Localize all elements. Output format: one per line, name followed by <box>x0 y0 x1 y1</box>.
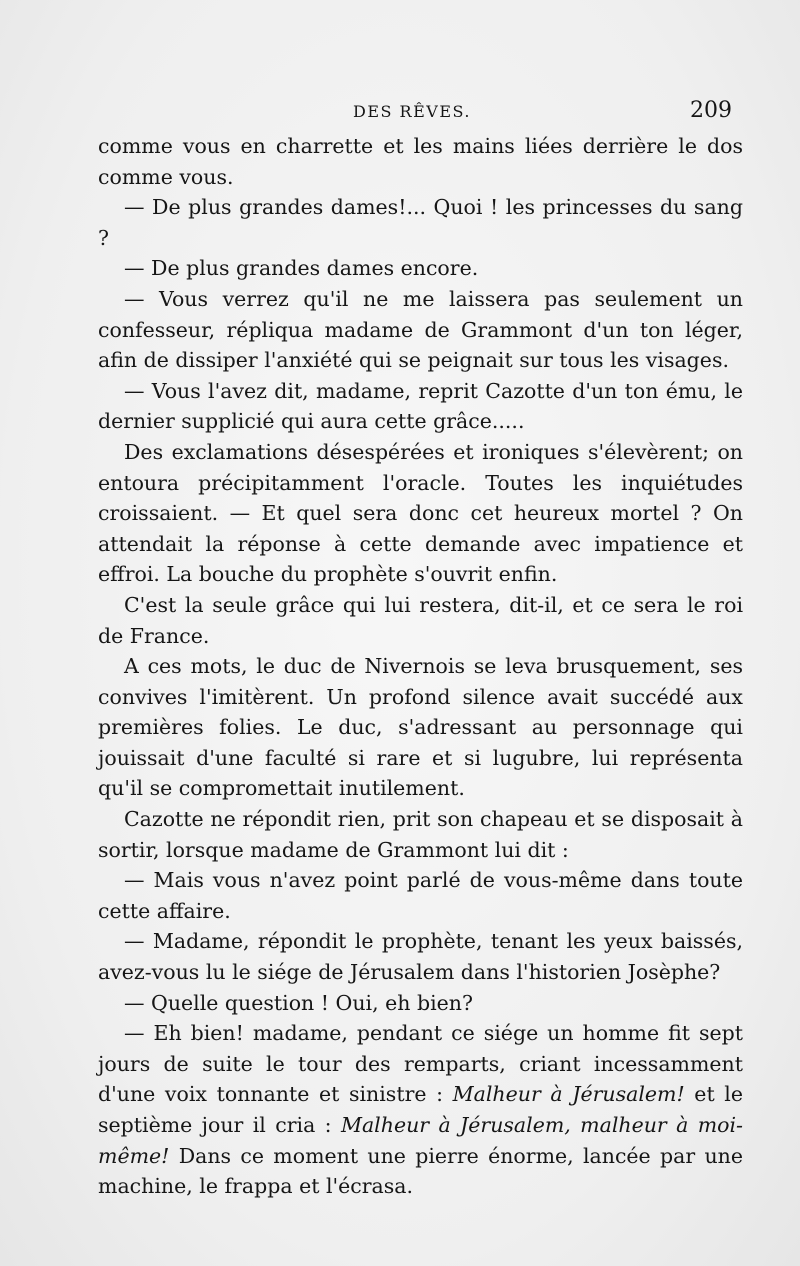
paragraph-continuation: comme vous en charrette et les mains liées derrière le dos comme vous. <box>98 134 743 189</box>
body-text <box>98 131 743 1202</box>
paragraph-narrative: Cazotte ne répondit rien, prit son chapeau et se disposait à sortir, lorsque madame de Grammont lui dit : <box>98 807 743 862</box>
paragraph-narrative: C'est la seule grâce qui lui restera, dit-il, et ce sera le roi de France. <box>98 592 743 648</box>
paragraph-dialogue: — Mais vous n'avez point parlé de vous-même dans toute cette affaire. <box>98 868 743 923</box>
paragraph-dialogue: — Quelle question ! Oui, eh bien? <box>124 990 473 1015</box>
final-italic-2: Malheur à Jérusalem, malheur à moi-même! <box>98 1113 743 1168</box>
paragraph-dialogue: — De plus grandes dames encore. <box>124 256 479 281</box>
paragraph-narrative: A ces mots, le duc de Nivernois se leva brusquement, ses convives l'imitèrent. Un profond silence avait succédé aux premières folies. Le duc, s'adressant au personnage qui jouissait d'une faculté si rare et si lugubre, lui représenta qu'il se compromettait inutilement. <box>98 654 743 801</box>
page-header <box>0 98 800 128</box>
running-head: DES RÊVES. <box>353 102 471 121</box>
final-text-part-3: Dans ce moment une pierre énorme, lancée par une machine, le frappa et l'écrasa. <box>98 1143 743 1199</box>
final-text-part-1: — Eh bien! madame, pendant ce siége un homme fit sept jours de suite le tour des remparts, criant incessamment d'une voix tonnante et sinistre : <box>98 1021 743 1107</box>
paragraph-dialogue: — Madame, répondit le prophète, tenant les yeux baissés, avez-vous lu le siége de Jérusalem dans l'historien Josèphe? <box>98 929 743 985</box>
paragraph-narrative: Des exclamations désespérées et ironiques s'élevèrent; on entoura précipitamment l'oracle. Toutes les inquiétudes croissaient. — Et quel sera donc cet heureux mortel ? On attendait la réponse à cette demande avec impatience et effroi. La bouche du prophète s'ouvrit enfin. <box>98 439 743 587</box>
paragraph-dialogue: — Vous l'avez dit, madame, reprit Cazotte d'un ton ému, le dernier supplicié qui aura cette grâce..... <box>98 378 743 434</box>
paragraph-final <box>98 1018 743 1202</box>
paragraph-dialogue: — Vous verrez qu'il ne me laissera pas seulement un confesseur, répliqua madame de Grammont d'un ton léger, afin de dissiper l'anxiété qui se peignait sur tous les visages. <box>98 286 743 373</box>
page-number: 209 <box>690 98 732 123</box>
final-italic-1: Malheur à Jérusalem! <box>452 1082 685 1107</box>
final-text-part-2: et le septième jour il cria : <box>98 1082 743 1137</box>
paragraph-dialogue: — De plus grandes dames!... Quoi ! les princesses du sang ? <box>98 195 743 250</box>
